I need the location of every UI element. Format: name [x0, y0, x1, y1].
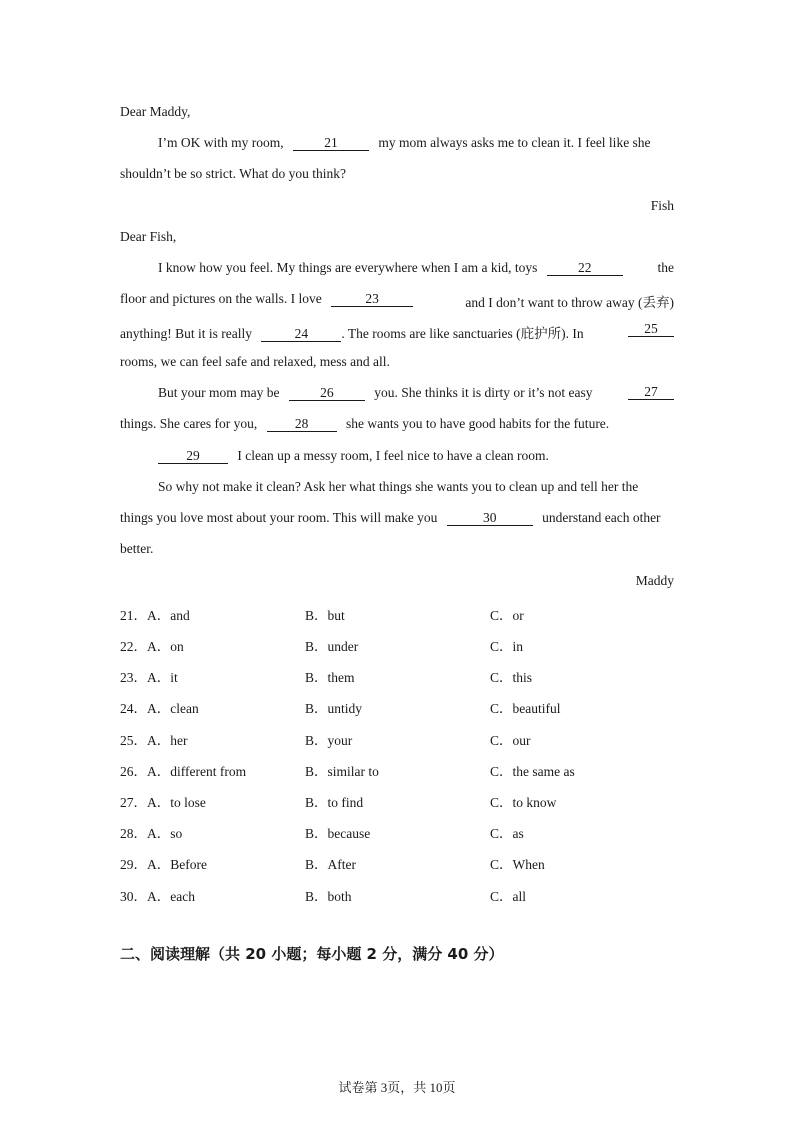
option-b: B．but: [305, 608, 345, 623]
blank-25: 25: [628, 322, 674, 337]
option-row-28: [0, 822, 794, 840]
text-segment: But your mom may be: [158, 385, 280, 400]
option-a: 30．A．each: [120, 889, 195, 904]
salutation-fish: Dear Fish,: [120, 229, 177, 244]
text-segment: the: [657, 260, 674, 275]
option-b: B．under: [305, 639, 359, 654]
text-segment: you. She thinks it is dirty or it’s not easy: [374, 385, 593, 400]
text-segment: and I don’t want to throw away (丢弃): [465, 295, 674, 310]
paragraph-line: [158, 448, 549, 464]
option-c: C．or: [490, 608, 524, 623]
page-footer: 试卷第 3页，共 10页: [338, 1080, 456, 1095]
option-row-27: [0, 791, 794, 809]
option-row-24: [0, 697, 794, 715]
option-c: C．When: [490, 857, 545, 872]
option-a: 21．A．and: [120, 608, 190, 623]
signature-fish: Fish: [650, 198, 674, 213]
option-c: C．beautiful: [490, 701, 561, 716]
option-b: B．because: [305, 826, 371, 841]
paragraph-line: [158, 385, 674, 401]
option-row-30: [0, 885, 794, 903]
option-c: C．in: [490, 639, 524, 654]
paragraph-line: [120, 510, 661, 526]
text-segment: . The rooms are like sanctuaries (庇护所). In: [341, 326, 584, 341]
option-a: 22．A．on: [120, 639, 184, 654]
option-a: 26．A．different from: [120, 764, 247, 779]
text-segment: she wants you to have good habits for the future.: [345, 416, 610, 431]
option-c: C．this: [490, 670, 533, 685]
option-a: 23．A．it: [120, 670, 178, 685]
blank-30: 30: [447, 511, 533, 526]
option-a: 27．A．to lose: [120, 795, 206, 810]
text-segment: I know how you feel. My things are everywhere when I am a kid, toys: [158, 260, 538, 275]
option-a: 28．A．so: [120, 826, 183, 841]
paragraph-line: rooms, we can feel safe and relaxed, mess and all.: [120, 354, 390, 369]
text-segment: things. She cares for you,: [120, 416, 258, 431]
paragraph-line: So why not make it clean? Ask her what things she wants you to clean up and tell her the: [158, 479, 639, 494]
option-row-22: [0, 635, 794, 653]
paragraph-line: [158, 135, 651, 151]
blank-27: 27: [628, 385, 674, 400]
section-title: 二、阅读理解（共 20 小题；每小题 2 分，满分 40 分）: [120, 945, 504, 963]
blank-24: 24: [261, 327, 341, 342]
blank-29: 29: [158, 449, 228, 464]
option-c: C．the same as: [490, 764, 575, 779]
option-b: B．similar to: [305, 764, 379, 779]
text-segment: anything! But it is really: [120, 326, 252, 341]
paragraph-line: [120, 322, 674, 342]
text-segment: things you love most about your room. This will make you: [120, 510, 438, 525]
option-b: B．your: [305, 733, 353, 748]
option-b: B．them: [305, 670, 355, 685]
text-segment: I’m OK with my room,: [158, 135, 284, 150]
option-c: C．as: [490, 826, 524, 841]
option-b: B．to find: [305, 795, 364, 810]
paragraph-line: [120, 416, 609, 432]
option-row-29: [0, 853, 794, 871]
option-a: 24．A．clean: [120, 701, 199, 716]
option-a: 29．A．Before: [120, 857, 207, 872]
paragraph-line: shouldn’t be so strict. What do you think?: [120, 166, 346, 181]
blank-21: 21: [293, 136, 369, 151]
option-row-26: [0, 760, 794, 778]
text-segment: I clean up a messy room, I feel nice to have a clean room.: [237, 448, 549, 463]
text-segment: my mom always asks me to clean it. I feel like she: [378, 135, 651, 150]
blank-28: 28: [267, 417, 337, 432]
option-a: 25．A．her: [120, 733, 188, 748]
paragraph-line: [120, 291, 674, 310]
option-row-21: [0, 604, 794, 622]
blank-26: 26: [289, 386, 365, 401]
signature-maddy: Maddy: [635, 573, 674, 588]
salutation-maddy: Dear Maddy,: [120, 104, 191, 119]
option-b: B．untidy: [305, 701, 363, 716]
option-c: C．all: [490, 889, 526, 904]
paragraph-line: [158, 260, 674, 276]
option-row-23: [0, 666, 794, 684]
blank-23: 23: [331, 292, 413, 307]
option-c: C．our: [490, 733, 531, 748]
option-row-25: [0, 729, 794, 747]
option-b: B．both: [305, 889, 352, 904]
blank-22: 22: [547, 261, 623, 276]
text-segment: understand each other: [542, 510, 661, 525]
option-c: C．to know: [490, 795, 557, 810]
text-segment: floor and pictures on the walls. I love: [120, 291, 322, 306]
option-b: B．After: [305, 857, 356, 872]
paragraph-line: better.: [120, 541, 154, 556]
